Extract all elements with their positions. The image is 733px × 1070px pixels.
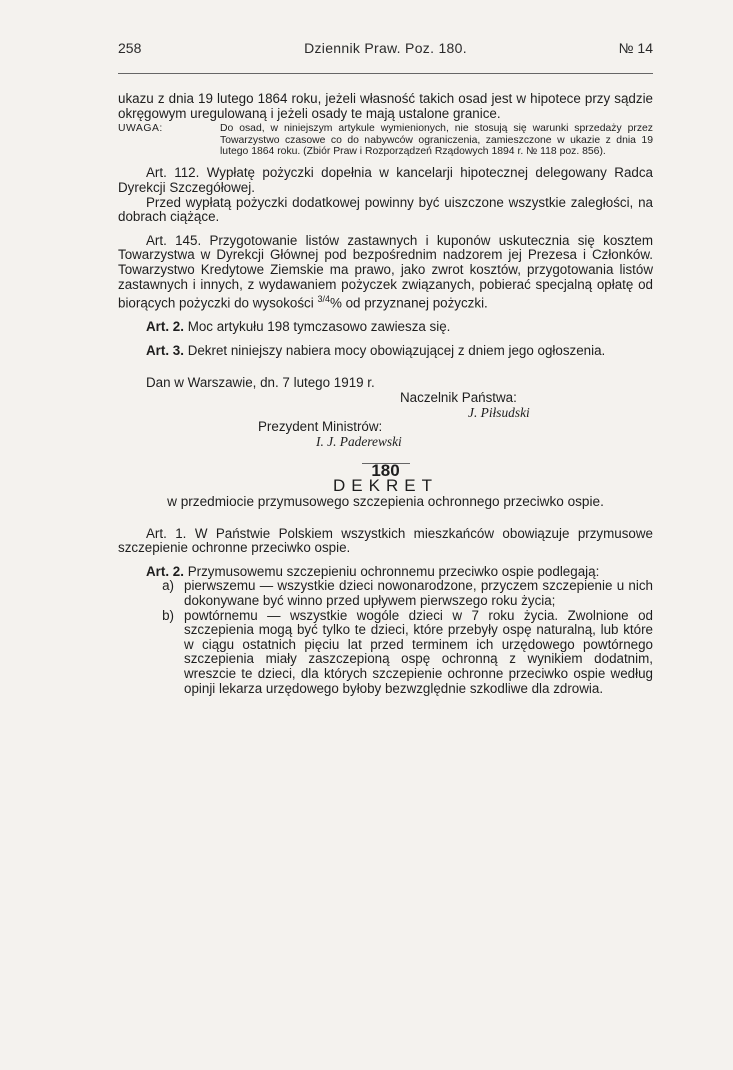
decree-art-2-list xyxy=(118,579,653,696)
art-145-label: Art. 145. xyxy=(146,232,202,248)
decree-heading: DEKRET xyxy=(333,475,438,495)
issue-number: № 14 xyxy=(618,40,653,56)
list-item xyxy=(118,609,653,697)
list-item xyxy=(118,579,653,608)
prime-minister-signature: I. J. Paderewski xyxy=(316,433,402,449)
list-item-letter: a) xyxy=(162,578,174,594)
decree-art-2 xyxy=(118,565,653,580)
decree-subtitle: w przedmiocie przymusowego szczepienia ochronnego przeciwko ospie. xyxy=(167,493,604,509)
header-rule xyxy=(118,73,653,74)
page-number: 258 xyxy=(118,40,142,56)
note-text: Do osad, w niniejszym artykule wymienionych, nie stosują się warunki sprzedaży przez Towarzystwo czasowe co do nabywców ograniczenia, zamieszczone w ukazie z dnia 19 lutego 1864 roku. (Zbiór Praw i Rozporządzeń Rządowych 1894 r. № 118 poz. 856). xyxy=(220,123,653,157)
decree-art-1-text: W Państwie Polskiem wszystkich mieszkańców obowiązuje przymusowe szczepienie ochronne przeciwko ospie. xyxy=(118,525,653,556)
head-of-state-signature: J. Piłsudski xyxy=(468,404,530,420)
intro-paragraph: ukazu z dnia 19 lutego 1864 roku, jeżeli własność takich osad jest w hipotece przy sądzie okręgowym uregulowaną i jeżeli osady te mają ustalone granice. xyxy=(118,91,653,121)
art-3-text: Dekret niniejszy nabiera mocy obowiązującej z dniem jego ogłoszenia. xyxy=(187,342,606,358)
art-145-text-b: % od przyznanej pożyczki. xyxy=(329,295,488,311)
art-3 xyxy=(118,344,653,359)
art-112-text: Wypłatę pożyczki dopełnia w kancelarji hipotecznej delegowany Radca Dyrekcji Szczegółowej. xyxy=(118,165,653,195)
journal-title: Dziennik Praw. Poz. 180. xyxy=(304,40,467,56)
list-item-text: powtórnemu — wszystkie wogóle dzieci w 7 roku życia. Zwolnione od szczepienia mogą być tylko te dzieci, które przebyły ospę naturalną, lub które w ciągu ostatnich pięciu lat przed terminem ich urzędowego powtórnego szczepienia miały zaszczepioną ospę ochronną z wynikiem dodatnim, wreszcie te dzieci, dla których szczepienie ochronne przeciwko ospie według opinji lekarza urzędowego byłoby bezwzględnie szkodliwe dla zdrowia. xyxy=(184,607,653,696)
art-145-fraction: 3/4 xyxy=(317,294,330,305)
list-item-text: pierwszemu — wszystkie dzieci nowonarodzone, przyczem szczepienie u nich dokonywane być winno przed upływem pierwszego roku życia; xyxy=(184,578,653,608)
note-label: UWAGA: xyxy=(118,123,163,135)
art-2-label: Art. 2. xyxy=(146,319,184,335)
note xyxy=(118,123,653,157)
page-header xyxy=(118,40,653,62)
decree-art-1-label: Art. 1. xyxy=(146,525,187,541)
art-2 xyxy=(118,320,653,335)
art-112-text-2: Przed wypłatą pożyczki dodatkowej powinny być uiszczone wszystkie zaległości, na dobrach ciążące. xyxy=(118,194,653,225)
art-145-text-a: Przygotowanie listów zastawnych i kuponów uskutecznia się kosztem Towarzystwa w Dyrekcji Głównej pod bezpośrednim nadzorem jej Prezesa i Członków. Towarzystwo Kredytowe Ziemskie ma prawo, jako zwrot kosztów, przygotowania listów zastawnych i innych, z wydawaniem pożyczek związanych, pobierać specjalną opłatę od biorących pożyczki do wysokości xyxy=(118,232,653,311)
head-of-state-title: Naczelnik Państwa: xyxy=(400,390,517,405)
prime-minister-title: Prezydent Ministrów: xyxy=(258,419,383,435)
art-145 xyxy=(118,234,653,311)
decree-art-2-text: Przymusowemu szczepieniu ochronnemu przeciwko ospie podlegają: xyxy=(187,563,600,579)
list-item-letter: b) xyxy=(162,607,174,623)
art-112 xyxy=(118,166,653,195)
decree-art-1 xyxy=(118,527,653,556)
decree-art-2-label: Art. 2. xyxy=(146,563,184,579)
art-3-label: Art. 3. xyxy=(146,342,184,358)
date-line: Dan w Warszawie, dn. 7 lutego 1919 r. xyxy=(146,375,375,391)
art-2-text: Moc artykułu 198 tymczasowo zawiesza się. xyxy=(187,319,451,335)
document-body xyxy=(118,92,653,696)
art-112-label: Art. 112. xyxy=(146,165,200,181)
decree-number: 180 xyxy=(371,461,400,481)
